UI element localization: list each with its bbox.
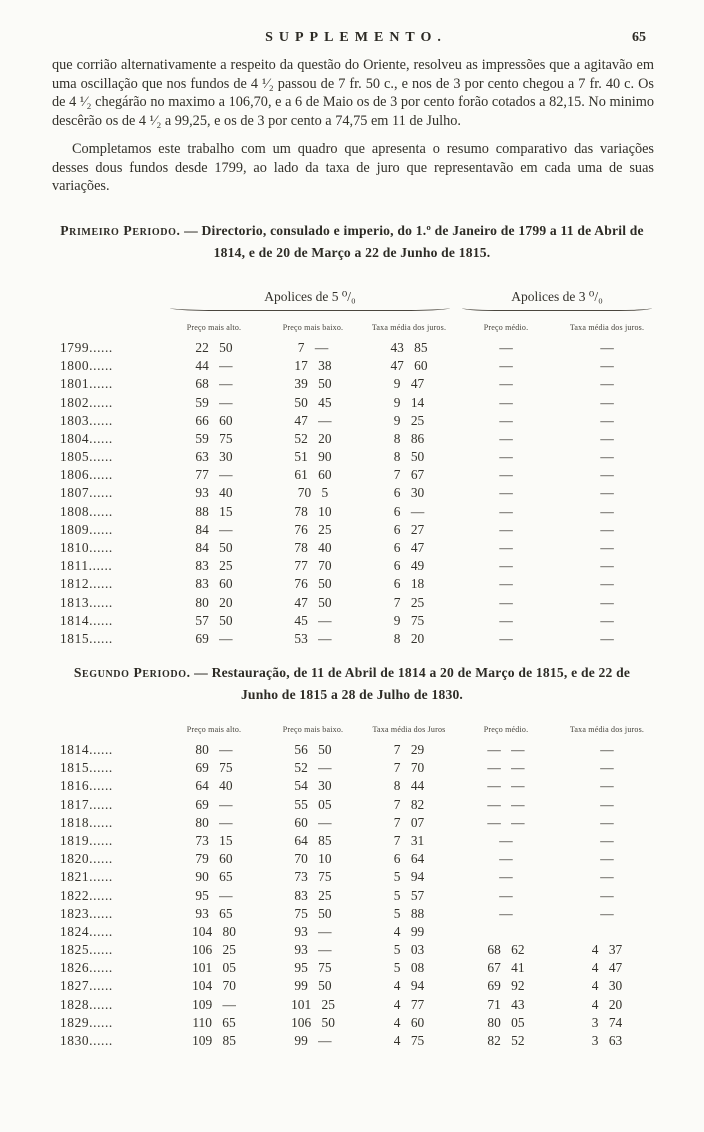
table-row [52, 521, 658, 539]
baixo-cell: 93 — [294, 942, 332, 958]
baixo-cell: 78 10 [294, 503, 332, 519]
table-row [52, 630, 658, 648]
medio-cell: — [499, 521, 513, 537]
table-row [52, 339, 658, 357]
year-cell: 1813...... [60, 594, 113, 610]
col-header-taxa-media: Taxa média dos Juros [372, 724, 446, 734]
taxa3-cell: — [600, 742, 614, 757]
medio-cell: 71 43 [487, 996, 525, 1012]
period2-table-body [52, 741, 658, 1050]
year-cell: 1815...... [60, 760, 113, 776]
taxa3-cell: — [600, 760, 614, 776]
empty-cell [52, 275, 164, 311]
year-cell: 1804...... [60, 430, 113, 446]
alto-cell: 95 — [195, 887, 233, 903]
taxa3-cell [556, 923, 658, 941]
alto-cell: 80 — [195, 742, 233, 757]
taxa3-cell: — [600, 394, 614, 410]
period2-heading-label: Segundo Periodo. [73, 665, 191, 681]
medio-cell: — [499, 576, 513, 592]
alto-cell: 110 65 [192, 1014, 236, 1030]
medio-cell: — [499, 430, 513, 446]
year-cell: 1828...... [60, 996, 113, 1012]
taxa-cell: 6 30 [393, 485, 425, 501]
group-3pc-label: Apolices de 3 ⁰/₀ [511, 288, 603, 304]
taxa3-cell: — [600, 449, 614, 465]
medio-cell: 67 41 [487, 960, 525, 976]
medio-cell: — [499, 540, 513, 556]
taxa3-cell: — [600, 521, 614, 537]
baixo-cell: 56 50 [294, 742, 332, 757]
taxa-cell: 6 49 [393, 558, 425, 574]
table-row [52, 850, 658, 868]
year-cell: 1820...... [60, 851, 113, 867]
table-row [52, 777, 658, 795]
taxa-cell: 8 86 [393, 430, 425, 446]
table-row [52, 868, 658, 886]
alto-cell: 109 85 [192, 1033, 236, 1048]
table-row [52, 741, 658, 759]
alto-cell: 84 50 [195, 540, 233, 556]
table-row [52, 941, 658, 959]
alto-cell: 57 50 [195, 612, 233, 628]
alto-cell: 106 25 [192, 942, 236, 958]
alto-cell: 90 65 [195, 869, 233, 885]
table-row [52, 484, 658, 502]
alto-cell: 63 30 [195, 449, 233, 465]
period1-heading-text: — Directorio, consulado e imperio, do 1.º de Janeiro de 1799 a 11 de Abril de 1814, e de 20 de Março a 22 de Junho de 1815. [180, 223, 644, 261]
group-5pc-label: Apolices de 5 ⁰/₀ [264, 288, 356, 304]
alto-cell: 59 75 [195, 430, 233, 446]
column-header-row [52, 311, 658, 339]
medio-cell: — [499, 851, 513, 867]
col-header-preco-mais-baixo: Preço mais baixo. [282, 322, 344, 332]
year-cell: 1810...... [60, 540, 113, 556]
taxa3-cell: 4 37 [591, 942, 623, 958]
baixo-cell: 83 25 [294, 887, 332, 903]
medio-cell: — — [487, 778, 525, 794]
year-cell: 1809...... [60, 521, 113, 537]
taxa3-cell: 3 74 [591, 1014, 623, 1030]
medio-cell: — [499, 358, 513, 374]
year-cell: 1811...... [60, 558, 113, 574]
table-row [52, 905, 658, 923]
taxa3-cell: — [600, 612, 614, 628]
taxa3-cell: — [600, 796, 614, 812]
period1-table-body [52, 339, 658, 648]
empty-cell [52, 713, 164, 741]
table-row [52, 1032, 658, 1050]
empty-cell [52, 311, 164, 339]
taxa3-cell: — [600, 905, 614, 921]
table-row [52, 612, 658, 630]
year-cell: 1817...... [60, 796, 113, 812]
taxa-cell: 6 — [393, 503, 425, 519]
taxa-cell: 47 60 [390, 358, 428, 374]
taxa-cell: 6 18 [393, 576, 425, 592]
year-cell: 1829...... [60, 1014, 113, 1030]
taxa-cell: 8 44 [393, 778, 425, 794]
table-row [52, 393, 658, 411]
taxa-cell: 7 70 [393, 760, 425, 776]
col-header-taxa-media-3pc: Taxa média dos juros. [569, 724, 645, 734]
taxa-cell: 9 75 [393, 612, 425, 628]
alto-cell: 59 — [195, 394, 233, 410]
col-header-preco-mais-alto: Preço mais alto. [186, 724, 242, 734]
table-row [52, 1014, 658, 1032]
medio-cell: — [499, 869, 513, 885]
group-3pc-header [456, 275, 658, 311]
medio-cell: — — [487, 796, 525, 812]
year-cell: 1821...... [60, 869, 113, 885]
baixo-cell: 52 20 [294, 430, 332, 446]
medio-cell: — [499, 339, 513, 355]
alto-cell: 101 05 [192, 960, 236, 976]
taxa3-cell: — [600, 430, 614, 446]
taxa-cell: 4 77 [393, 996, 425, 1012]
year-cell: 1823...... [60, 905, 113, 921]
baixo-cell: 70 5 [297, 485, 329, 501]
baixo-cell: 93 — [294, 923, 332, 939]
taxa3-cell: — [600, 851, 614, 867]
baixo-cell: 47 — [294, 412, 332, 428]
alto-cell: 104 80 [192, 923, 236, 939]
col-header-preco-mais-baixo: Preço mais baixo. [282, 724, 344, 734]
medio-cell [456, 923, 556, 941]
medio-cell: — [499, 630, 513, 646]
medio-cell: — [499, 412, 513, 428]
year-cell: 1812...... [60, 576, 113, 592]
taxa-cell: 43 85 [390, 339, 428, 355]
table-row [52, 557, 658, 575]
year-cell: 1814...... [60, 612, 113, 628]
baixo-cell: 78 40 [294, 540, 332, 556]
alto-cell: 73 15 [195, 832, 233, 848]
baixo-cell: 75 50 [294, 905, 332, 921]
taxa-cell: 5 03 [393, 942, 425, 958]
taxa-cell: 9 47 [393, 376, 425, 392]
taxa3-cell: — [600, 558, 614, 574]
year-cell: 1800...... [60, 358, 113, 374]
taxa-cell: 5 08 [393, 960, 425, 976]
year-cell: 1816...... [60, 778, 113, 794]
taxa-cell: 5 94 [393, 869, 425, 885]
alto-cell: 88 15 [195, 503, 233, 519]
table-row [52, 503, 658, 521]
taxa3-cell: — [600, 540, 614, 556]
taxa3-cell: — [600, 814, 614, 830]
alto-cell: 93 65 [195, 905, 233, 921]
col-header-preco-medio: Preço médio. [483, 322, 529, 332]
taxa-cell: 6 27 [393, 521, 425, 537]
baixo-cell: 64 85 [294, 832, 332, 848]
table-row [52, 795, 658, 813]
taxa-cell: 9 25 [393, 412, 425, 428]
taxa3-cell: — [600, 630, 614, 646]
taxa-cell: 6 47 [393, 540, 425, 556]
medio-cell: 80 05 [487, 1014, 525, 1030]
year-cell: 1799...... [60, 339, 113, 355]
baixo-cell: 17 38 [294, 358, 332, 374]
alto-cell: 83 25 [195, 558, 233, 574]
baixo-cell: 55 05 [294, 796, 332, 812]
taxa-cell: 7 31 [393, 832, 425, 848]
col-header-taxa-media: Taxa média dos juros. [371, 322, 447, 332]
medio-cell: — [499, 467, 513, 483]
taxa3-cell: 3 63 [591, 1033, 623, 1048]
alto-cell: 68 — [195, 376, 233, 392]
alto-cell: 84 — [195, 521, 233, 537]
taxa3-cell: — [600, 594, 614, 610]
taxa-cell: 5 88 [393, 905, 425, 921]
period1-heading [54, 220, 650, 265]
year-cell: 1822...... [60, 887, 113, 903]
period1-table-head [52, 275, 658, 339]
medio-cell: — [499, 449, 513, 465]
table-row [52, 886, 658, 904]
baixo-cell: 61 60 [294, 467, 332, 483]
table-row [52, 759, 658, 777]
baixo-cell: 73 75 [294, 869, 332, 885]
year-cell: 1818...... [60, 814, 113, 830]
table-row [52, 357, 658, 375]
alto-cell: 93 40 [195, 485, 233, 501]
medio-cell: — [499, 905, 513, 921]
alto-cell: 104 70 [192, 978, 236, 994]
taxa3-cell: — [600, 778, 614, 794]
taxa-cell: 6 64 [393, 851, 425, 867]
alto-cell: 83 60 [195, 576, 233, 592]
page-header [52, 30, 660, 46]
baixo-cell: 70 10 [294, 851, 332, 867]
baixo-cell: 77 70 [294, 558, 332, 574]
baixo-cell: 95 75 [294, 960, 332, 976]
period2-heading-text: — Restauração, de 11 de Abril de 1814 a 20 de Março de 1815, e de 22 de Junho de 1815 a 28 de Julho de 1830. [190, 665, 631, 703]
intro-paragraph-1: que corrião alternativamente a respeito da questão do Oriente, resolveu as impressões que a agitavão em uma oscillação que nos fundos de 4 ¹⁄₂ passou de 7 fr. 50 c., e nos de 3 por cento chegou a 7 fr. 40 c. Os de 4 ¹⁄₂ chegárão no maximo a 106,70, e a 6 de Maio os de 3 por cento forão cotados a 82,15. No minimo descêrão os de 4 ¹⁄₂ a 99,25, e os de 3 por cento a 74,75 em 11 de Julho. [52, 57, 654, 130]
baixo-cell: 106 50 [291, 1014, 335, 1030]
period2-table [52, 713, 658, 1050]
period1-heading-label: Primeiro Periodo. [60, 223, 181, 239]
medio-cell: — [499, 503, 513, 519]
taxa3-cell: — [600, 887, 614, 903]
taxa3-cell: — [600, 376, 614, 392]
table-row [52, 375, 658, 393]
taxa-cell: 4 94 [393, 978, 425, 994]
medio-cell: — [499, 612, 513, 628]
period2-table-head [52, 713, 658, 741]
medio-cell: 69 92 [487, 978, 525, 994]
alto-cell: 77 — [195, 467, 233, 483]
baixo-cell: 52 — [294, 760, 332, 776]
year-cell: 1807...... [60, 485, 113, 501]
medio-cell: — [499, 376, 513, 392]
baixo-cell: 53 — [294, 630, 332, 646]
table-row [52, 977, 658, 995]
col-header-preco-mais-alto: Preço mais alto. [186, 322, 242, 332]
baixo-cell: 50 45 [294, 394, 332, 410]
alto-cell: 80 — [195, 814, 233, 830]
group-5pc-header [164, 275, 456, 311]
baixo-cell: 60 — [294, 814, 332, 830]
baixo-cell: 76 50 [294, 576, 332, 592]
group-header-row [52, 275, 658, 311]
alto-cell: 109 — [192, 996, 236, 1012]
alto-cell: 64 40 [195, 778, 233, 794]
baixo-cell: 39 50 [294, 376, 332, 392]
baixo-cell: 99 — [294, 1033, 332, 1048]
year-cell: 1803...... [60, 412, 113, 428]
table-row [52, 996, 658, 1014]
taxa-cell: 7 29 [393, 742, 425, 757]
baixo-cell: 47 50 [294, 594, 332, 610]
table-row [52, 575, 658, 593]
baixo-cell: 51 90 [294, 449, 332, 465]
taxa3-cell: — [600, 869, 614, 885]
alto-cell: 44 — [195, 358, 233, 374]
taxa3-cell: — [600, 358, 614, 374]
period2-heading [54, 662, 650, 707]
table-row [52, 923, 658, 941]
taxa-cell: 7 25 [393, 594, 425, 610]
baixo-cell: 101 25 [291, 996, 335, 1012]
baixo-cell: 54 30 [294, 778, 332, 794]
year-cell: 1801...... [60, 376, 113, 392]
medio-cell: — [499, 832, 513, 848]
taxa-cell: 5 57 [393, 887, 425, 903]
running-title: SUPPLEMENTO. [265, 30, 447, 45]
alto-cell: 66 60 [195, 412, 233, 428]
alto-cell: 69 — [195, 630, 233, 646]
year-cell: 1826...... [60, 960, 113, 976]
year-cell: 1805...... [60, 449, 113, 465]
taxa3-cell: — [600, 412, 614, 428]
taxa3-cell: 4 20 [591, 996, 623, 1012]
taxa-cell: 4 75 [393, 1033, 425, 1048]
table-row [52, 430, 658, 448]
col-header-taxa-media-3pc: Taxa média dos juros. [569, 322, 645, 332]
taxa3-cell: — [600, 832, 614, 848]
taxa-cell: 7 07 [393, 814, 425, 830]
page-number: 65 [632, 30, 646, 45]
taxa3-cell: 4 30 [591, 978, 623, 994]
alto-cell: 79 60 [195, 851, 233, 867]
year-cell: 1806...... [60, 467, 113, 483]
taxa3-cell: — [600, 576, 614, 592]
alto-cell: 69 — [195, 796, 233, 812]
year-cell: 1824...... [60, 923, 113, 939]
medio-cell: — [499, 485, 513, 501]
medio-cell: — — [487, 760, 525, 776]
baixo-cell: 7 — [297, 339, 329, 355]
alto-cell: 22 50 [195, 339, 233, 355]
alto-cell: 69 75 [195, 760, 233, 776]
table-row [52, 594, 658, 612]
table-row [52, 466, 658, 484]
year-cell: 1825...... [60, 942, 113, 958]
alto-cell: 80 20 [195, 594, 233, 610]
baixo-cell: 45 — [294, 612, 332, 628]
year-cell: 1802...... [60, 394, 113, 410]
period1-table [52, 275, 658, 648]
taxa-cell: 8 50 [393, 449, 425, 465]
table-row [52, 959, 658, 977]
taxa3-cell: — [600, 467, 614, 483]
medio-cell: — — [487, 814, 525, 830]
baixo-cell: 76 25 [294, 521, 332, 537]
taxa3-cell: — [600, 339, 614, 355]
col-header-preco-medio: Preço médio. [483, 724, 529, 734]
taxa-cell: 7 82 [393, 796, 425, 812]
baixo-cell: 99 50 [294, 978, 332, 994]
medio-cell: — [499, 887, 513, 903]
taxa3-cell: — [600, 485, 614, 501]
year-cell: 1808...... [60, 503, 113, 519]
medio-cell: — [499, 394, 513, 410]
column-header-row [52, 713, 658, 741]
taxa3-cell: 4 47 [591, 960, 623, 976]
taxa-cell: 4 60 [393, 1014, 425, 1030]
medio-cell: — [499, 558, 513, 574]
medio-cell: — [499, 594, 513, 610]
taxa-cell: 4 99 [393, 923, 425, 939]
taxa3-cell: — [600, 503, 614, 519]
year-cell: 1815...... [60, 630, 113, 646]
year-cell: 1827...... [60, 978, 113, 994]
taxa-cell: 8 20 [393, 630, 425, 646]
table-row [52, 814, 658, 832]
year-cell: 1830...... [60, 1033, 113, 1048]
medio-cell: 68 62 [487, 942, 525, 958]
table-row [52, 448, 658, 466]
table-row [52, 832, 658, 850]
taxa-cell: 9 14 [393, 394, 425, 410]
medio-cell: — — [487, 742, 525, 757]
year-cell: 1819...... [60, 832, 113, 848]
taxa-cell: 7 67 [393, 467, 425, 483]
table-row [52, 412, 658, 430]
intro-paragraph-2: Completamos este trabalho com um quadro que apresenta o resumo comparativo das variações desses dous fundos desde 1799, ao lado da taxa de juro que representavão em cada uma de suas variações. [52, 140, 654, 195]
medio-cell: 82 52 [487, 1033, 525, 1048]
table-row [52, 539, 658, 557]
year-cell: 1814...... [60, 742, 113, 757]
